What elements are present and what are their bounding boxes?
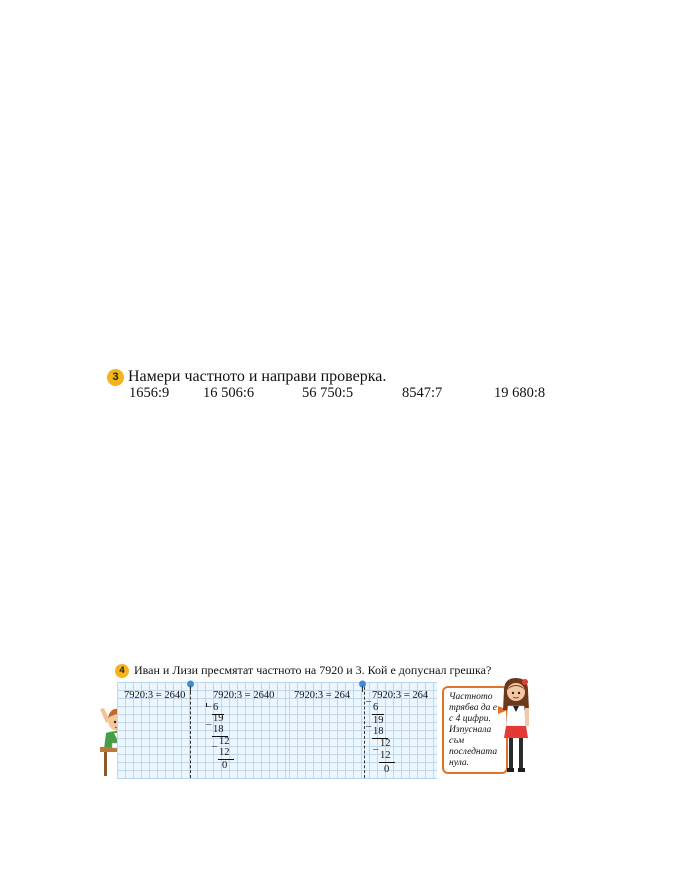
ivan-step: 6	[213, 702, 219, 713]
ivan-step: 18	[213, 724, 224, 735]
ivan-step: 12	[219, 736, 230, 747]
lizi-step: 18	[373, 726, 384, 737]
task-item: 8547:7	[402, 385, 443, 401]
exercise-3-badge: 3	[107, 369, 124, 386]
minus-sign: –	[206, 719, 212, 730]
ivan-step: 12	[219, 747, 230, 758]
ivan-division-header: 7920:3 = 2640	[213, 690, 275, 701]
speech-bubble: Частното трябва да е с 4 цифри. Изпуснала съм последната нула.	[442, 686, 508, 774]
minus-sign: –	[373, 744, 379, 755]
grid-divider	[364, 682, 365, 778]
lizi-step: 12	[380, 750, 391, 761]
minus-sign: –	[206, 701, 212, 712]
minus-sign: –	[212, 741, 218, 752]
ivan-step: 0	[222, 760, 228, 771]
pushpin-icon	[358, 680, 367, 692]
grid-divider	[190, 682, 191, 778]
exercise-4-badge: 4	[115, 664, 129, 678]
task-item: 56 750:5	[302, 385, 354, 401]
ivan-result: 7920:3 = 2640	[124, 690, 186, 701]
minus-sign: –	[366, 721, 372, 732]
pushpin-icon	[186, 680, 195, 692]
lizi-step: 12	[380, 738, 391, 749]
task-item: 16 506:6	[203, 385, 255, 401]
minus-sign: –	[366, 696, 372, 707]
lizi-result: 7920:3 = 264	[294, 690, 351, 701]
exercise-3-title: Намери частното и направи проверка.	[128, 368, 387, 385]
lizi-step: 6	[373, 702, 379, 713]
lizi-step: 19	[373, 715, 384, 726]
lizi-division-header: 7920:3 = 264	[372, 690, 429, 701]
task-item: 19 680:8	[494, 385, 546, 401]
task-item: 1656:9	[129, 385, 170, 401]
underline	[379, 762, 395, 763]
exercise-4-title: Иван и Лизи пресмятат частното на 7920 и 3. Кой е допуснал грешка?	[134, 663, 492, 677]
lizi-step: 0	[384, 764, 390, 775]
girl-illustration	[496, 676, 536, 776]
ivan-step: 19	[213, 713, 224, 724]
